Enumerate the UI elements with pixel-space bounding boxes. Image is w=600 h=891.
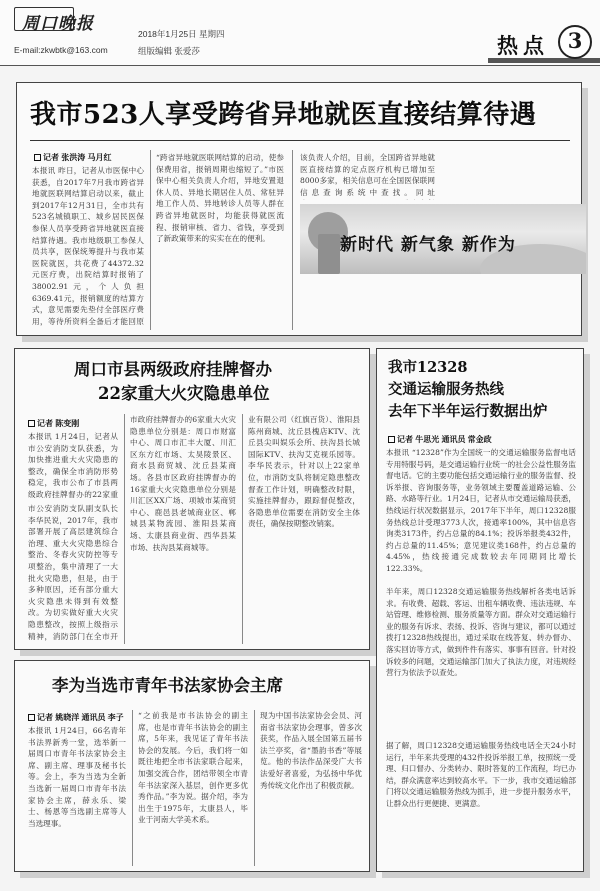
article2-col1b: 市公安消防支队副支队长李华民说，2017年，我市部署开展了高层建筑综合治理、重大火灾隐患综合整治、冬春火灾防控等专项整治，集中清理了一大批火灾隐患，但是，由于多种原因，还有部分重大火灾隐患未得到有效整改。为切实做好重大火灾隐患整改，按照上级指示精神，消防部门在全市开 bbox=[28, 504, 118, 641]
article3-headline-line3: 去年下半年运行数据出炉 bbox=[388, 403, 548, 420]
column-divider bbox=[254, 710, 255, 866]
article4-col2: “之前我是市书法协会的副主席，也是市青年书法协会的副主席，5年来，我见证了青年书法协会的发展。今后，我们将一如既往地把全市书法家联合起来，加强交流合作，团结带领全市青年书法家深入基层，创作更多优秀作品。”李为说。据介绍，李为出生于1975年，太康县人，毕业于河南大学美术系。 bbox=[138, 711, 248, 825]
page-number: 3 bbox=[567, 28, 583, 53]
article4-col3: 现为中国书法家协会会员、河南省书法家协会理事，曾多次获奖，作品入展全国第五届书法兰亭奖，省“墨韵书香”等展览。他的书法作品深受广大书法爱好者喜爱，为弘扬中华优秀传统文化作出了积极贡献。 bbox=[260, 711, 362, 790]
article3-body3: 据了解，周口12328交通运输服务热线电话全天24小时运行，半年来共受理的432件投诉举报工单，按照统一受理、归口督办、分类转办、限时答复的工作流程，均已办结，群众满意率达到较高水平。下一步，我市交通运输部门将以交通运输服务热线为抓手，进一步提升服务水平，让群众出行更便捷、更满意。 bbox=[386, 741, 576, 808]
column-divider bbox=[242, 414, 243, 644]
article4-col1: 本报讯 1月24日，66名青年书法界新秀一堂，选举新一届周口市青年书法家协会主席、副主席、理事及秘书长等。会上，李为当选为全新当选新一届周口市青年书法家协会主席，薛永乐、梁士、杨恩等当选副主席等人当选理事。 bbox=[28, 726, 126, 828]
article1-col3: 该负责人介绍，目前，全国跨省异地就医直接结算的定点医疗机构已增加至8000多家，相关信息可在全国医保联网信息查询系统中查找。同址 bbox=[300, 153, 435, 197]
issue-date: 2018年1月25日 星期四 bbox=[138, 29, 225, 39]
banner-slogan: 新时代 新气象 新作为 bbox=[340, 235, 516, 255]
article2-col1: 本报讯 1月24日，记者从市公安消防支队获悉，为加快推进重大火灾隐患的整改，确保全市消防形势稳定，我市公布了市县两级政府挂牌督办的22家重 bbox=[28, 432, 118, 499]
contact-email: E-mail:zkwbtk@163.com bbox=[14, 45, 108, 55]
article1-byline: 记者 张洪涛 马月红 bbox=[34, 152, 111, 163]
article2-headline-line1: 周口市县两级政府挂牌督办 bbox=[74, 360, 272, 379]
column-divider bbox=[292, 150, 293, 330]
article4-byline: 记者 姚晓洋 通讯员 李子 bbox=[28, 712, 124, 723]
monument-shape bbox=[318, 234, 340, 274]
article2-col3: 业有限公司（红旗百货）、淮阳县陈州商城、沈丘县槐店KTV、沈丘县尖叫娱乐会所、扶沟县长城国际KTV、扶沟艾克视乐园等。李华民表示，针对以上22家单位，市消防支队将制定隐患整改督查工作计划，明确整改时限，实施挂牌督办，跟踪督促整改，各隐患单位需要在消防安全主体责任，确保按期整改销案。 bbox=[248, 415, 360, 529]
article2-col2: 市政府挂牌督办的6家重大火灾隐患单位分别是：周口市财富中心、周口市汇丰大厦、川汇区东方红市场、太昊陵景区、商水县商贸城、沈丘县某商场。各县市区政府挂牌督办的16家重大火灾隐患单位分别是川汇区XX广场、项城市某商贸中心、鹿邑县老城商业区、郸城县某物流园、淮阳县某商场、太康县商业街、西华县某市场、扶沟县某商城等。 bbox=[130, 415, 236, 552]
masthead bbox=[0, 0, 600, 66]
layout-editor: 组版编辑 张爱莎 bbox=[138, 46, 200, 56]
paper-logo: 周口晚报 bbox=[22, 14, 94, 34]
article1-rule bbox=[30, 140, 570, 141]
article2-byline: 记者 陈变刚 bbox=[28, 418, 79, 429]
column-divider bbox=[132, 710, 133, 866]
section-title: 热点 bbox=[497, 33, 549, 58]
article1-col1: 本报讯 昨日，记者从市医保中心获悉，自2017年7月我市跨省异地就医联网结算启动以来，截止到2017年12月31日，全市共有523名城镇职工、城乡居民医保参保人员享受跨省异地就医直接结算待遇。我市地级职工参保人员共享，医保统筹提升与我市某医院就医，共花费了44372.32元医疗费，出院结算时报销了38002.91元，个人负担6369.41元，报销额度的结算方式，意见需要先垫付全部医疗费用，等待所资料全备后才能回原 bbox=[32, 166, 144, 326]
column-divider bbox=[150, 150, 151, 330]
article3-body1: 本报讯 “12328”作为全国统一的交通运输服务监督电话专用特服号码，是交通运输行业统一的社会公益性服务监督电话。它的主要功能包括交通运输行业的服务监督、投诉举报、咨询服务等，业务领域主要覆盖道路运输、公路、水路等行业。1月24日，记者从市交通运输局获悉，热线运行状况数据显示，2017年下半年，周口12328服务热线总计受理3773人次，接通率100%，其中信息咨询类3173件，约占总量的84.1%；投诉举报类432件，约占总量的11.45%；意见建议类168件，约占总量的4.45%，热线接通完成数较去年同期同比增长122.33%。 bbox=[386, 448, 576, 573]
article1-col4 bbox=[444, 152, 578, 200]
article3-byline: 记者 牛思光 通讯员 常金政 bbox=[388, 434, 492, 445]
article2-headline-line2: 22家重大火灾隐患单位 bbox=[98, 384, 270, 403]
article1-headline: 我市523人享受跨省异地就医直接结算待遇 bbox=[30, 100, 537, 130]
article4-headline: 李为当选市青年书法家协会主席 bbox=[52, 676, 283, 695]
article3-headline-line1: 我市12328 bbox=[388, 359, 468, 376]
article1-col2: “跨省异地就医联网结算的启动，使参保费用省，报销周期也缩短了。”市医保中心相关负责人介绍，异地安置退休人员、异地长期居住人员、常驻异地工作人员、异地转诊人员等人群在跨省异地就医时，均能获得就医流程、报销审核、省力、省钱，享受到了新政策带来的实实在在的便利。 bbox=[156, 153, 284, 244]
article3-headline-line2: 交通运输服务热线 bbox=[388, 381, 504, 398]
column-divider bbox=[124, 414, 125, 644]
article3-body2: 半年来，周口12328交通运输服务热线解析各类电话诉求。有收费、超载、客运、出租车辆收费、违法违规、车站管理、维修检测、服务质量等方面。群众对交通运输行业的服务有诉求、表扬、投诉、咨询与建议，都可以通过拨打12328热线提出，通过采取在线答复、转办督办、落实回访等方式，做到件件有落实、事事有回音。针对投诉较多的问题，交通运输部门加大了执法力度，对违规经营行为依法予以查处。 bbox=[386, 587, 576, 678]
